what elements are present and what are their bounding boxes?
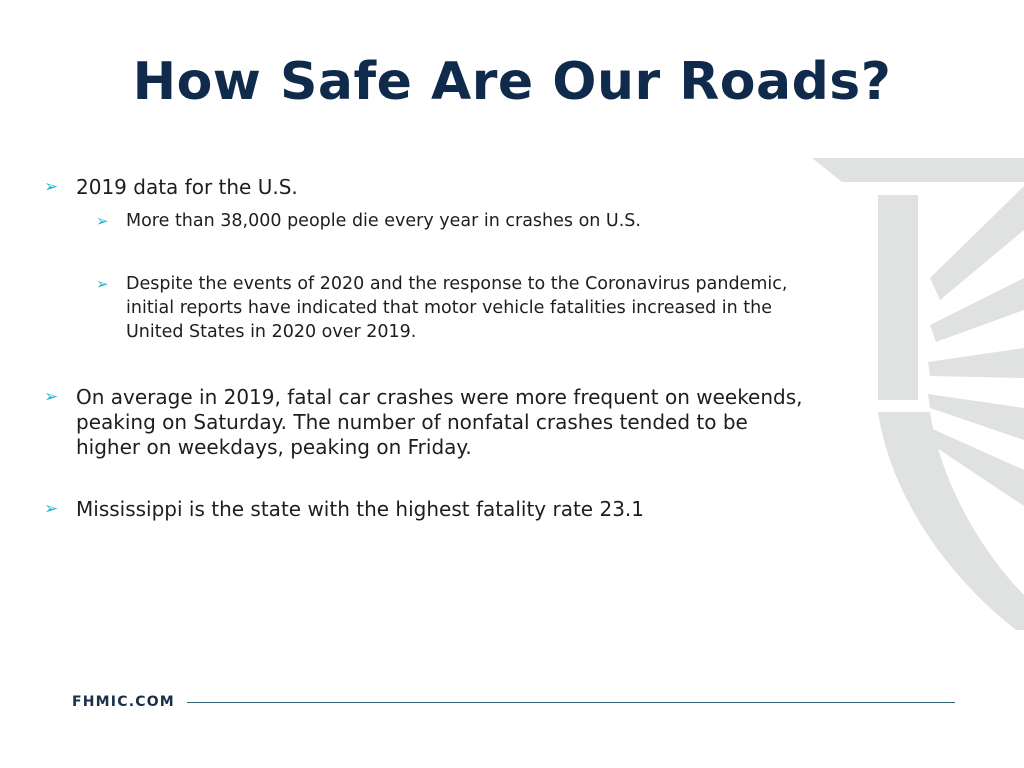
bullet-text: 2019 data for the U.S.	[76, 175, 298, 199]
arrow-bullet-icon: ➢	[44, 177, 59, 197]
bullet-mississippi-rate	[44, 497, 804, 522]
bullet-2019-data	[44, 175, 744, 200]
slide-title: How Safe Are Our Roads?	[132, 52, 892, 112]
footer-logo: FHMIC.COM	[72, 694, 175, 710]
bullet-weekend-crashes	[44, 385, 804, 460]
arrow-bullet-icon: ➢	[44, 499, 59, 519]
bullet-text: Mississippi is the state with the highest fatality rate 23.1	[76, 497, 644, 521]
sub-bullet-2020-fatalities	[96, 272, 826, 344]
footer-divider	[187, 702, 955, 703]
bullet-text: Despite the events of 2020 and the response to the Coronavirus pandemic, initial reports have indicated that motor vehicle fatalities increased in the United States in 2020 over 2019.	[126, 274, 788, 342]
arrow-bullet-icon: ➢	[44, 387, 59, 407]
bullet-text: More than 38,000 people die every year in crashes on U.S.	[126, 211, 641, 231]
sub-bullet-annual-deaths	[96, 209, 826, 233]
arrow-bullet-icon: ➢	[96, 212, 109, 230]
bullet-text: On average in 2019, fatal car crashes were more frequent on weekends, peaking on Saturday. The number of nonfatal crashes tended to be higher on weekdays, peaking on Friday.	[76, 385, 803, 459]
arrow-bullet-icon: ➢	[96, 275, 109, 293]
